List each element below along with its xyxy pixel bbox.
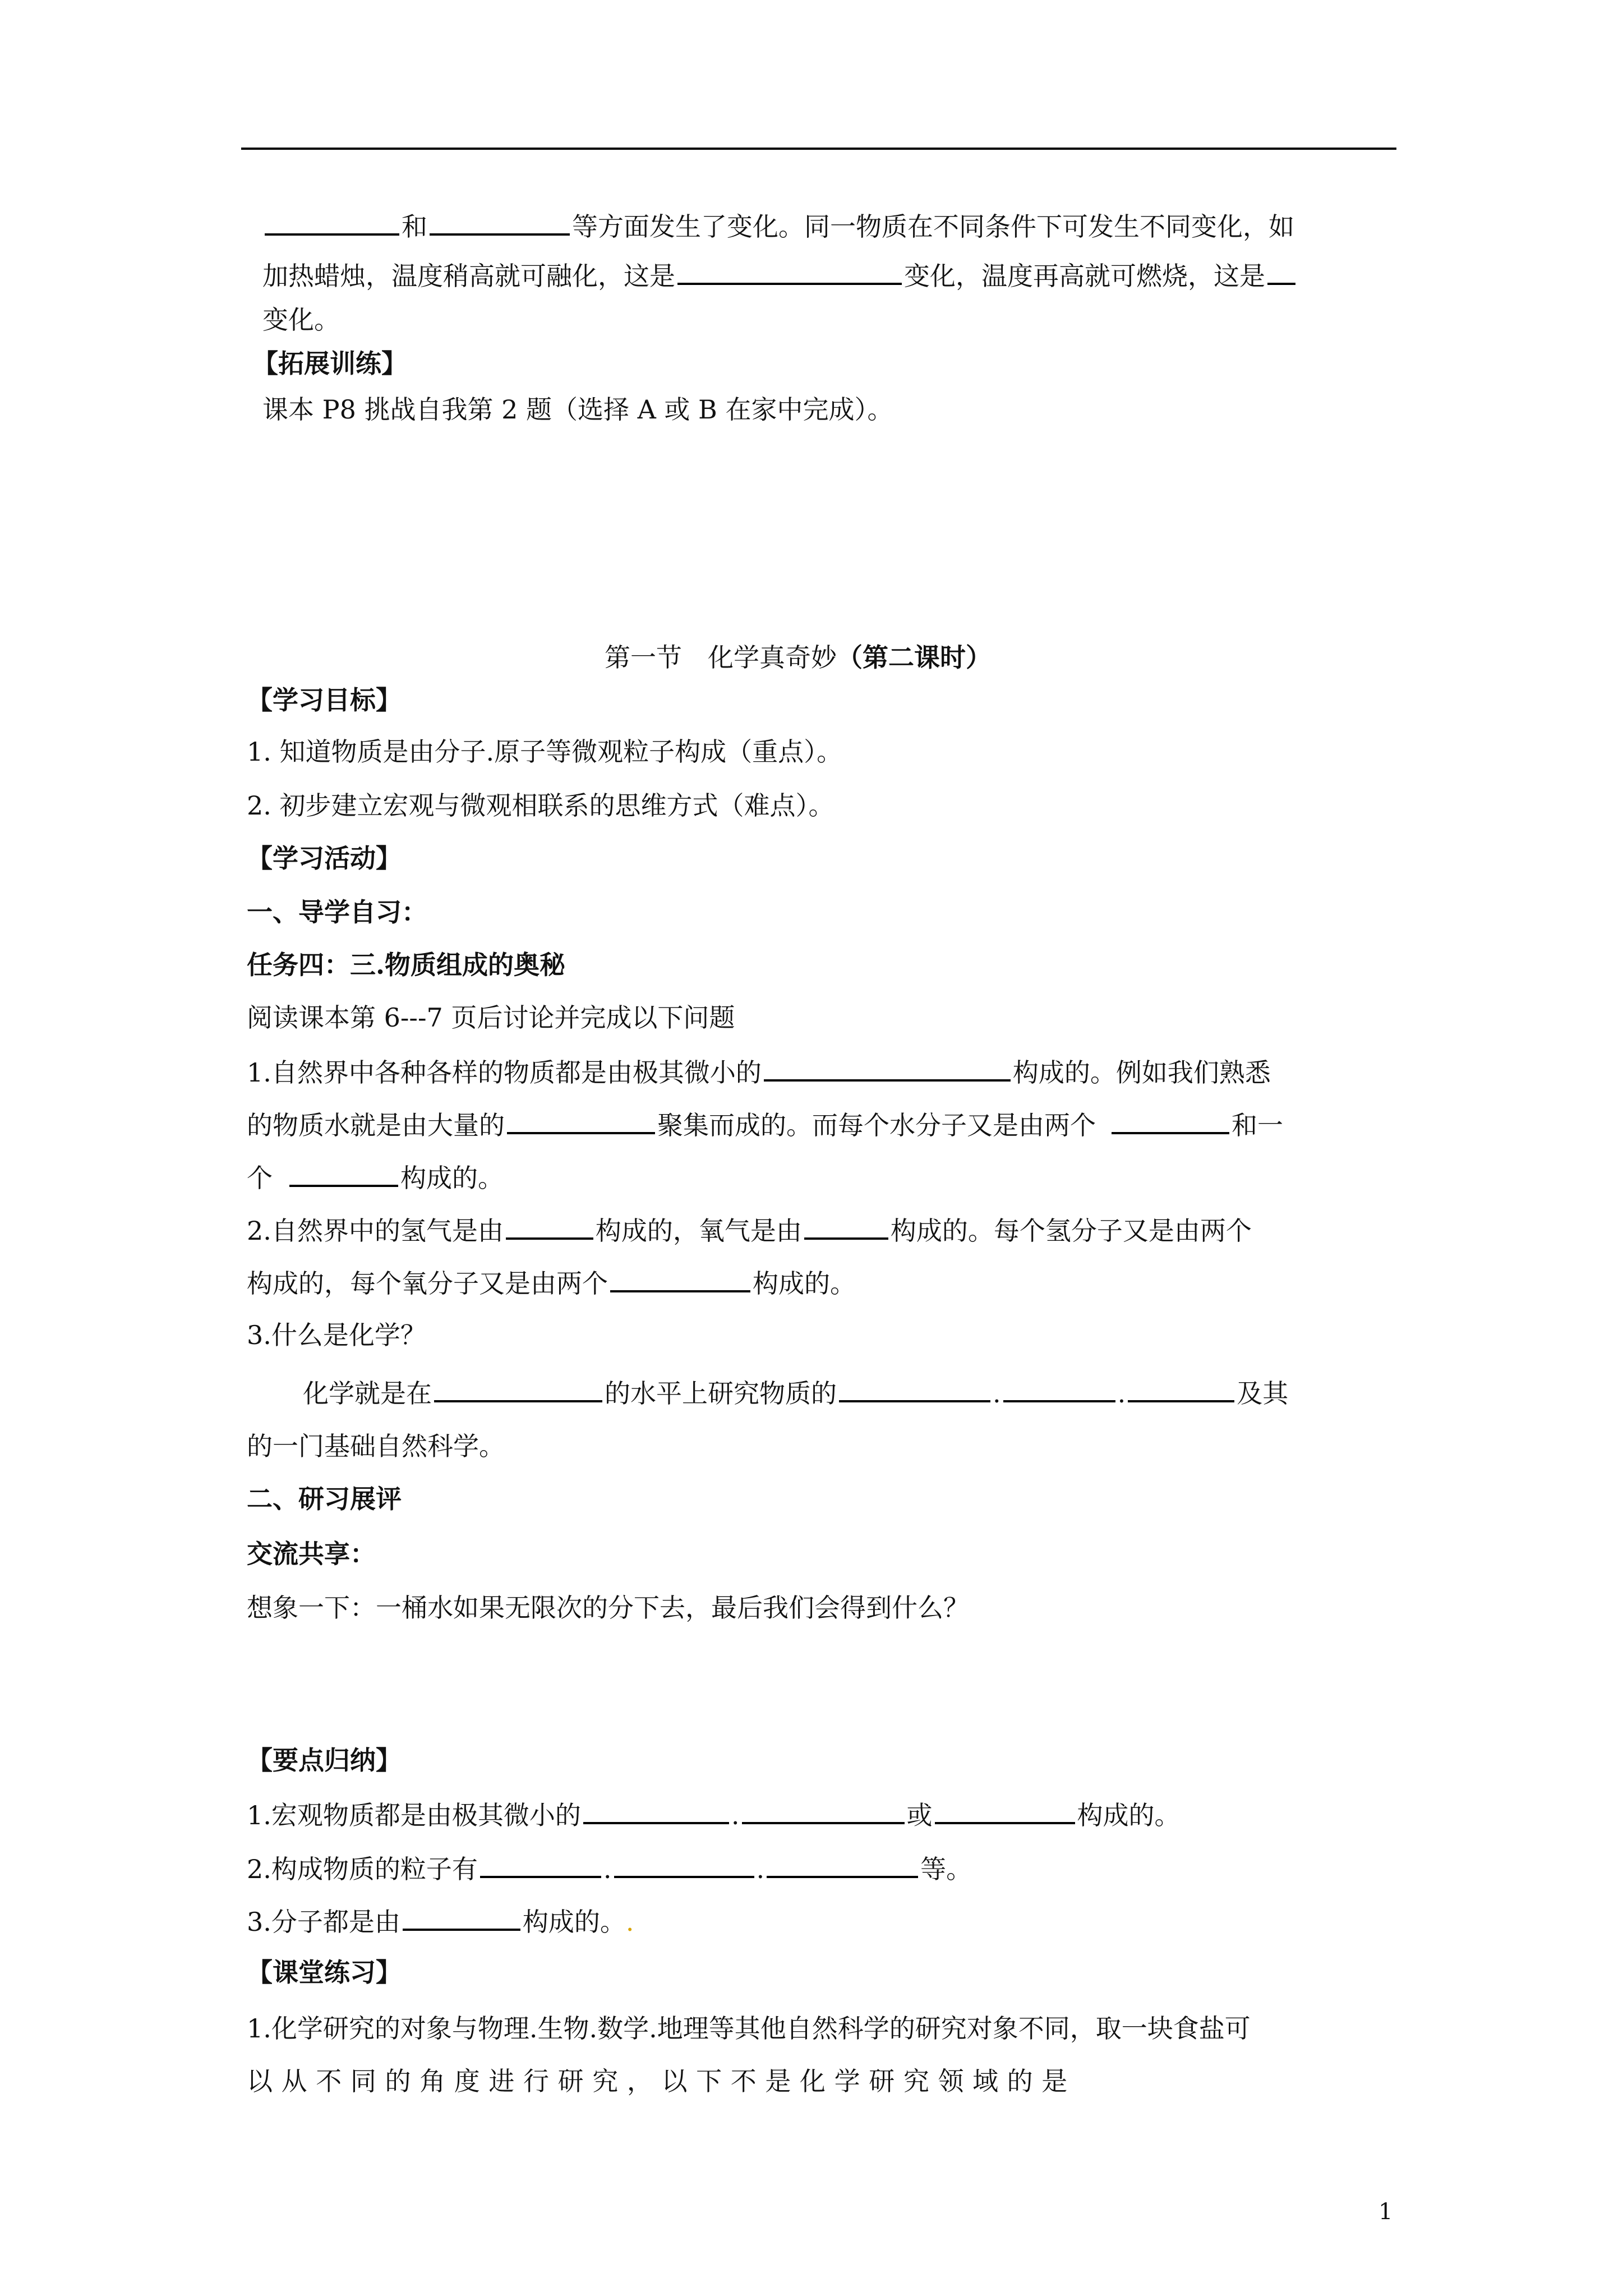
summary-3	[247, 1904, 634, 1939]
objective-2: 2. 初步建立宏观与微观相联系的思维方式（难点）。	[247, 790, 834, 821]
q2-line-2	[247, 1266, 856, 1300]
blank	[839, 1375, 990, 1402]
blank	[506, 1213, 593, 1240]
share-heading: 交流共享：	[247, 1539, 376, 1569]
text: .	[603, 1854, 612, 1884]
text: 等方面发生了变化。同一物质在不同条件下可发生不同变化，如	[572, 211, 1294, 242]
blank	[1267, 258, 1295, 285]
text: 1.自然界中各种各样的物质都是由极其微小的	[247, 1057, 762, 1088]
top-line-1	[262, 209, 1294, 243]
blank	[403, 1904, 520, 1931]
blank	[610, 1266, 750, 1292]
text: 3.分子都是由	[247, 1907, 400, 1937]
task4-heading: 任务四：三.物质组成的奥秘	[247, 950, 566, 980]
extension-text: 课本 P8 挑战自我第 2 题（选择 A 或 B 在家中完成）。	[262, 394, 893, 425]
blank	[677, 258, 902, 285]
text: 构成的。	[753, 1268, 856, 1299]
practice-1-line-2: 以 从 不 同 的 角 度 进 行 研 究 ， 以 下 不 是 化 学 研 究 领 域 的 是	[247, 2066, 1068, 2096]
blank	[767, 1851, 918, 1878]
activities-heading: 【学习活动】	[247, 843, 402, 873]
text: 变化，温度再高就可燃烧，这是	[904, 261, 1265, 291]
blank	[430, 209, 570, 236]
imagine-text: 想象一下：一桶水如果无限次的分下去，最后我们会得到什么？	[247, 1593, 969, 1623]
blank	[935, 1797, 1075, 1824]
summary-heading: 【要点归纳】	[247, 1745, 402, 1775]
objective-1: 1. 知道物质是由分子.原子等微观粒子构成（重点）。	[247, 737, 843, 767]
reading-instruction: 阅读课本第 6---7 页后讨论并完成以下问题	[247, 1002, 735, 1033]
blank	[614, 1851, 754, 1878]
blank	[507, 1107, 655, 1134]
text: 变化。	[262, 305, 340, 335]
text: 构成的。	[400, 1163, 504, 1193]
text: 构成的。每个氢分子又是由两个	[890, 1216, 1252, 1246]
text: .	[1117, 1378, 1126, 1409]
part2-heading: 二、研习展评	[247, 1484, 402, 1514]
blank	[742, 1797, 905, 1824]
q3-line-2: 的一门基础自然科学。	[247, 1431, 505, 1461]
q3-line-1	[303, 1375, 1288, 1410]
title-bold-text: （第二课时）	[837, 642, 992, 673]
blank	[1112, 1107, 1229, 1134]
blank	[1003, 1375, 1115, 1402]
text: 2.自然界中的氢气是由	[247, 1216, 504, 1246]
text: 2.构成物质的粒子有	[247, 1854, 478, 1884]
text: 构成的。	[1077, 1800, 1181, 1830]
blank	[1128, 1375, 1234, 1402]
text: 构成的。例如我们熟悉	[1012, 1057, 1271, 1088]
text: 聚集而成的。而每个水分子又是由两个	[657, 1110, 1096, 1140]
text: 加热蜡烛，温度稍高就可融化，这是	[262, 261, 675, 291]
text: 构成的。	[522, 1907, 626, 1937]
q1-line-1	[247, 1055, 1271, 1089]
text: .	[625, 1907, 634, 1937]
text: 和	[402, 211, 427, 242]
practice-heading: 【课堂练习】	[247, 1957, 402, 1987]
text: 或	[906, 1800, 933, 1830]
text: 的水平上研究物质的	[605, 1378, 837, 1409]
blank	[265, 209, 399, 236]
top-line-2	[262, 258, 1298, 293]
text: 和一	[1232, 1110, 1283, 1140]
practice-1-line-1: 1.化学研究的对象与物理.生物.数学.地理等其他自然科学的研究对象不同，取一块食盐可	[247, 2013, 1251, 2044]
text: .	[731, 1800, 740, 1830]
part1-heading: 一、导学自习：	[247, 897, 427, 927]
summary-1	[247, 1797, 1181, 1832]
header-rule	[241, 148, 1396, 150]
text: 及其	[1237, 1378, 1289, 1409]
q1-line-3	[247, 1160, 504, 1195]
blank	[804, 1213, 888, 1240]
text: 构成的，氧气是由	[595, 1216, 802, 1246]
text: .	[993, 1378, 1001, 1409]
blank	[764, 1055, 1011, 1082]
extension-heading: 【拓展训练】	[252, 348, 407, 379]
text: 等。	[920, 1854, 972, 1884]
blank	[434, 1375, 602, 1402]
text: 的物质水就是由大量的	[247, 1110, 505, 1140]
q3-heading: 3.什么是化学？	[247, 1320, 426, 1350]
page-number: 1	[1378, 2199, 1393, 2225]
blank	[289, 1160, 398, 1187]
summary-2	[247, 1851, 972, 1886]
q2-line-1	[247, 1213, 1252, 1248]
text: 1.宏观物质都是由极其微小的	[247, 1800, 581, 1830]
lesson-title	[605, 641, 992, 674]
q1-line-2	[247, 1107, 1283, 1142]
text: 个	[247, 1163, 273, 1193]
text: 构成的，每个氧分子又是由两个	[247, 1268, 608, 1299]
text: 化学就是在	[303, 1378, 432, 1409]
top-line-3	[262, 303, 340, 337]
blank	[583, 1797, 729, 1824]
objectives-heading: 【学习目标】	[247, 685, 402, 715]
blank	[480, 1851, 601, 1878]
text: .	[756, 1854, 765, 1884]
title-text: 第一节 化学真奇妙	[605, 642, 837, 673]
